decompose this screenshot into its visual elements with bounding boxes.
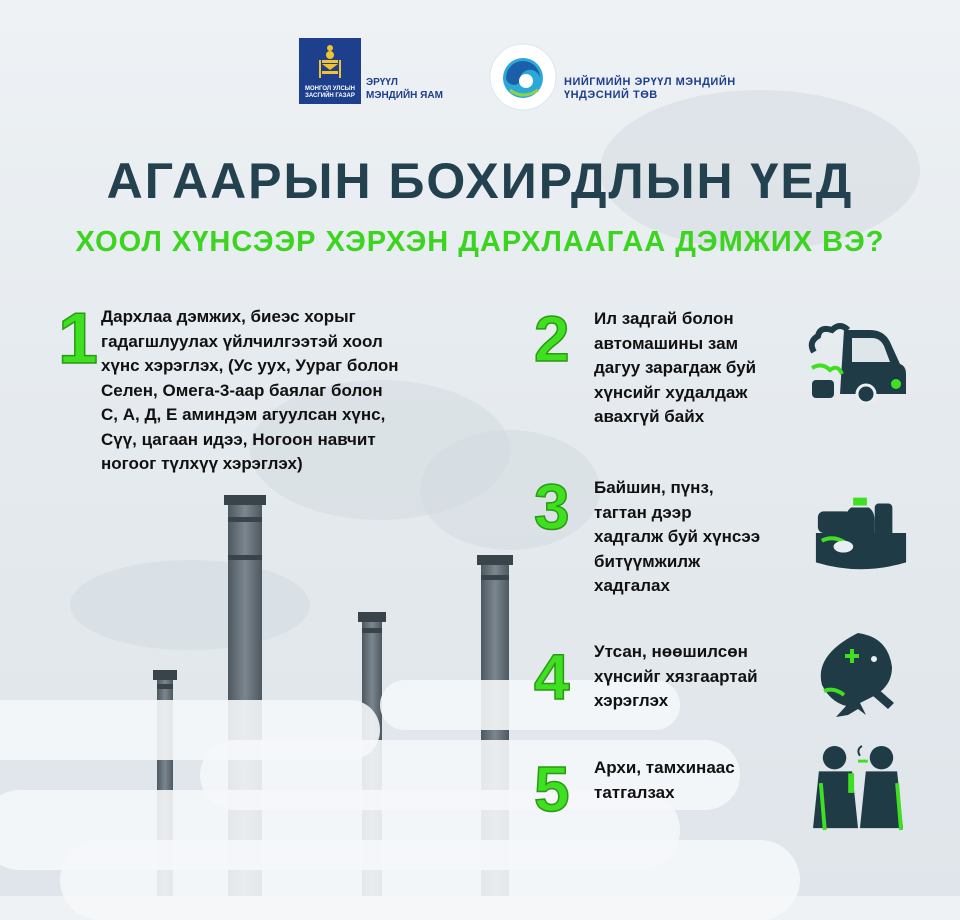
soyombo-emblem-icon xyxy=(318,44,342,80)
tip-number: 4 xyxy=(534,641,570,713)
tip-text: Архи, тамхинаас татгалзах xyxy=(594,758,735,802)
smoked-fish-icon xyxy=(808,628,908,720)
tip-number: 1 xyxy=(58,299,99,379)
ministry-name: ЭРҮҮЛ МЭНДИЙН ЯАМ xyxy=(366,77,443,101)
tip-text: Ил задгай болон автомашины зам дагуу зарагдаж буй хүнсийг худалдаж авахгүй байх xyxy=(594,309,757,426)
food-storage-icon xyxy=(812,484,910,576)
tip-number: 2 xyxy=(534,303,570,375)
car-exhaust-icon xyxy=(808,322,908,412)
smoke-cloud xyxy=(70,560,310,650)
fog-cloud xyxy=(60,840,800,920)
page-title: АГААРЫН БОХИРДЛЫН ҮЕД xyxy=(106,153,854,209)
smoke-cloud xyxy=(420,430,600,550)
tip-text: Утсан, нөөшилсөн хүнсийг хязгаартай хэрэглэх xyxy=(594,642,758,710)
tip-text: Байшин, пүнз, тагтан дээр хадгалж буй хүнсээ битүүмжилж хадгалах xyxy=(594,478,761,595)
public-health-center-logo xyxy=(488,42,558,112)
page-subtitle: ХООЛ ХҮНСЭЭР ХЭРХЭН ДАРХЛААГАА ДЭМЖИХ ВЭ? xyxy=(75,226,885,258)
government-logo-text: МОНГОЛ УЛСЫН ЗАСГИЙН ГАЗАР xyxy=(305,86,355,99)
center-name: НИЙГМИЙН ЭРҮҮЛ МЭНДИЙН ҮНДЭСНИЙ ТӨВ xyxy=(564,76,736,101)
drinking-smoking-icon xyxy=(806,744,910,832)
tip-number: 5 xyxy=(534,753,570,825)
tip-text: Дархлаа дэмжих, биеэс хорыг гадагшлуулах үйлчилгээтэй хоол хүнс хэрэглэх, (Ус уух, Уураг болон Селен, Омега-3-аар баялаг болон С, А, Д, Е аминдэм агуулсан хүнс, Сүү, цагаан идээ, Ногоон навчит ногоог түлхүү хэрэглэх) xyxy=(101,307,399,473)
government-logo xyxy=(299,38,361,104)
tip-number: 3 xyxy=(534,471,570,543)
